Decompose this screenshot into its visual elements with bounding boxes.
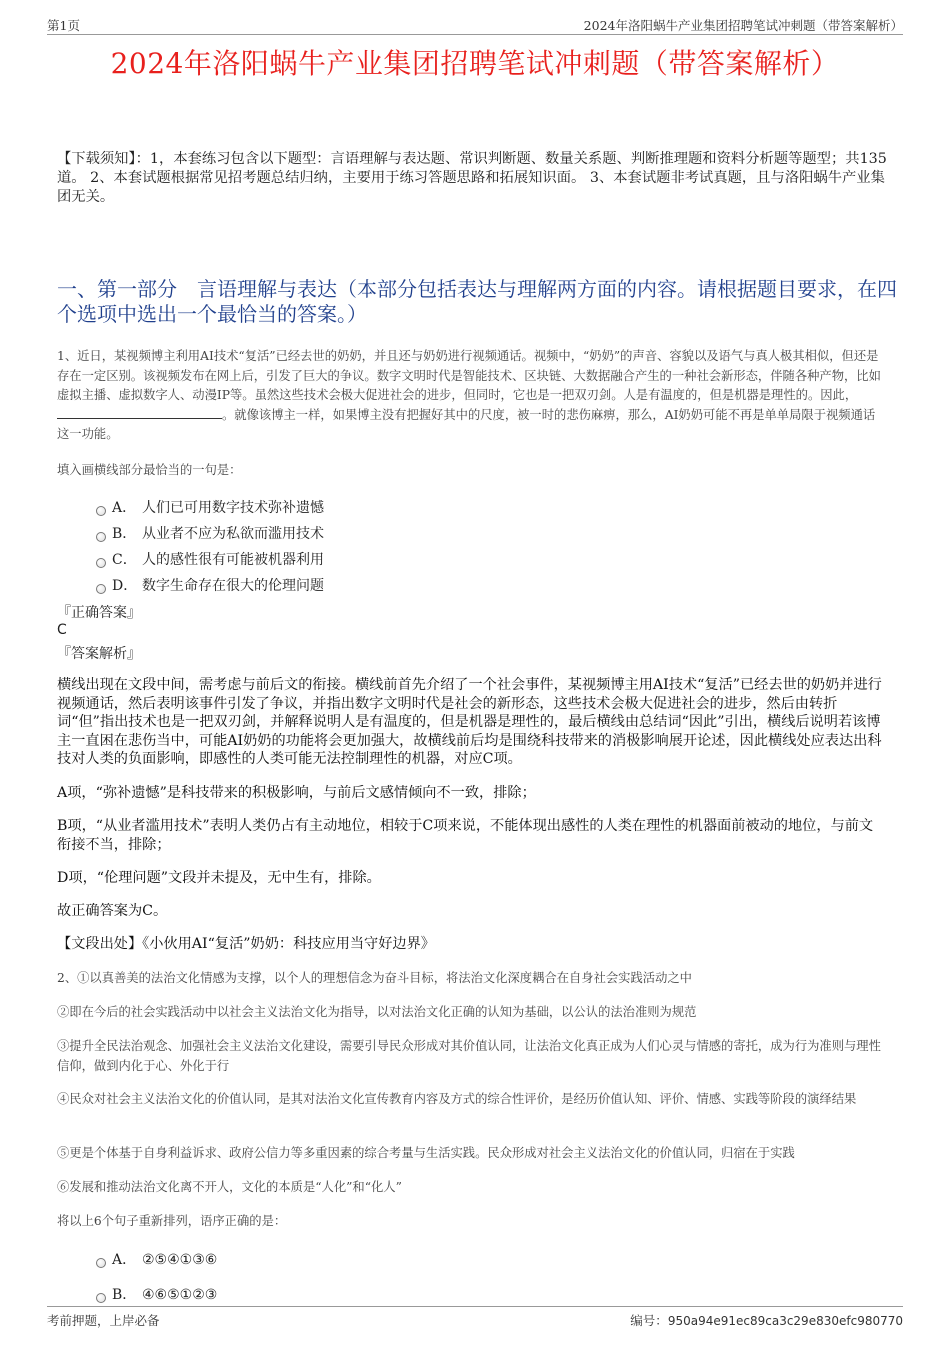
download-notice: 【下载须知】：1，本套练习包含以下题型：言语理解与表达题、常识判断题、数量关系题、判断推理题和资料分析题等题型；共135道。 2、本套试题根据常见招考题总结归纳，主要用于练习答题思路和拓展知识面。 3、本套试题非考试真题，且与洛阳蜗牛产业集团无关。 — [57, 151, 887, 205]
document-title: 2024年洛阳蜗牛产业集团招聘笔试冲刺题（带答案解析） — [110, 47, 840, 80]
question-1-prompt: 填入画横线部分最恰当的一句是： — [57, 463, 242, 477]
option-letter: D． — [112, 578, 138, 594]
radio-icon[interactable] — [96, 506, 106, 516]
option-text: 数字生命存在很大的伦理问题 — [142, 578, 324, 594]
question-1-option-b[interactable] — [96, 523, 324, 543]
question-2-option-a[interactable] — [96, 1249, 217, 1269]
answer-blank — [57, 406, 222, 419]
question-2-sentence-6: ⑥发展和推动法治文化离不开人，文化的本质是“人化”和“化人” — [57, 1180, 402, 1194]
option-text: ④⑥⑤①②③ — [142, 1287, 218, 1303]
question-2-prompt: 将以上6个句子重新排列，语序正确的是： — [57, 1214, 287, 1228]
footer-code-label: 编号： — [630, 1313, 668, 1328]
analysis-conclusion: 故正确答案为C。 — [57, 903, 168, 919]
option-text: 人的感性很有可能被机器利用 — [142, 552, 324, 568]
option-letter: B． — [112, 526, 137, 542]
option-letter: A． — [112, 500, 137, 516]
page-header — [47, 14, 903, 35]
radio-icon[interactable] — [96, 584, 106, 594]
question-2-sentence-5: ⑤更是个体基于自身利益诉求、政府公信力等多重因素的综合考量与生活实践。民众形成对社会主义法治文化的价值认同，归宿在于实践 — [57, 1146, 795, 1160]
question-2-sentence-2: ②即在今后的社会实践活动中以社会主义法治文化为指导，以对法治文化正确的认知为基础，以公认的法治准则为规范 — [57, 1005, 697, 1019]
question-1-stem — [57, 347, 887, 445]
option-letter: A． — [112, 1252, 137, 1268]
question-1-stem-after: 。就像该博主一样，如果博主没有把握好其中的尺度，被一时的悲伤麻痹，那么，AI奶奶可能不再是单单局限于视频通话这一功能。 — [57, 407, 876, 441]
question-1-stem-before: 1、近日，某视频博主利用AI技术“复活”已经去世的奶奶，并且还与奶奶进行视频通话。视频中，“奶奶”的声音、容貌以及语气与真人极其相似，但还是存在一定区别。该视频发布在网上后，引发了巨大的争议。数字文明时代是智能技术、区块链、大数据融合产生的一种社会新形态，伴随各种产物，比如虚拟主播、虚拟数字人、动漫IP等。虽然这些技术会极大促进社会的进步，但同时，它也是一把双刃剑。人是有温度的，但是机器是理性的。因此， — [57, 349, 881, 402]
radio-icon[interactable] — [96, 558, 106, 568]
option-text: 人们已可用数字技术弥补遗憾 — [142, 500, 324, 516]
question-2-sentence-1: 2、①以真善美的法治文化情感为支撑，以个人的理想信念为奋斗目标，将法治文化深度耦合在自身社会实践活动之中 — [57, 971, 692, 985]
question-2-option-b[interactable] — [96, 1284, 217, 1304]
radio-icon[interactable] — [96, 1258, 106, 1268]
footer-code-value: 950a94e91ec89ca3c29e830efc980770 — [667, 1314, 903, 1328]
footer-slogan: 考前押题，上岸必备 — [47, 1313, 160, 1328]
radio-icon[interactable] — [96, 1293, 106, 1303]
radio-icon[interactable] — [96, 532, 106, 542]
option-text: 从业者不应为私欲而滥用技术 — [142, 526, 324, 542]
question-1-option-d[interactable] — [96, 575, 324, 595]
analysis-note-d: D项，“伦理问题”文段并未提及，无中生有，排除。 — [57, 870, 381, 886]
correct-answer: C — [57, 622, 67, 638]
section-title: 一、第一部分 言语理解与表达（本部分包括表达与理解两方面的内容。请根据题目要求，在四个选项中选出一个最恰当的答案。） — [57, 277, 897, 326]
page-footer — [47, 1306, 903, 1327]
question-2-sentence-3: ③提升全民法治观念、加强社会主义法治文化建设，需要引导民众形成对其价值认同，让法治文化真正成为人们心灵与情感的寄托，成为行为准则与理性信仰，做到内化于心、外化于行 — [57, 1039, 881, 1073]
option-letter: B． — [112, 1287, 137, 1303]
page-number: 第1页 — [47, 18, 80, 33]
analysis-text: 横线出现在文段中间，需考虑与前后文的衔接。横线前首先介绍了一个社会事件，某视频博主用AI技术“复活”已经去世的奶奶并进行视频通话，然后表明该事件引发了争议，并指出数字文明时代是社会的新形态，这些技术会极大促进社会的进步，然后由转折词“但”指出技术也是一把双刃剑，并解释说明人是有温度的，但是机器是理性的，最后横线由总结词“因此”引出，横线后说明若该博主一直困在悲伤当中，可能AI奶奶的功能将会更加强大，故横线前后均是围绕科技带来的消极影响展开论述，因此横线处应表达出科技对人类的负面影响，即感性的人类可能无法控制理性的机器，对应C项。 — [57, 677, 882, 767]
correct-answer-label: 『正确答案』 — [57, 605, 141, 621]
analysis-note-b: B项，“从业者滥用技术”表明人类仍占有主动地位，相较于C项来说，不能体现出感性的人类在理性的机器面前被动的地位，与前文衔接不当，排除； — [57, 818, 874, 853]
analysis-label: 『答案解析』 — [57, 646, 141, 662]
header-doc-title: 2024年洛阳蜗牛产业集团招聘笔试冲刺题（带答案解析） — [583, 18, 903, 33]
option-text: ②⑤④①③⑥ — [142, 1252, 218, 1268]
question-1-option-c[interactable] — [96, 549, 324, 569]
footer-code — [630, 1311, 903, 1329]
passage-source: 【文段出处】《小伙用AI“复活”奶奶：科技应用当守好边界》 — [57, 936, 435, 952]
question-2-sentence-4: ④民众对社会主义法治文化的价值认同，是其对法治文化宣传教育内容及方式的综合性评价，是经历价值认知、评价、情感、实践等阶段的演绎结果 — [57, 1092, 857, 1106]
question-1-option-a[interactable] — [96, 497, 324, 517]
option-letter: C． — [112, 552, 137, 568]
analysis-note-a: A项，“弥补遗憾”是科技带来的积极影响，与前后文感情倾向不一致，排除； — [57, 785, 536, 801]
